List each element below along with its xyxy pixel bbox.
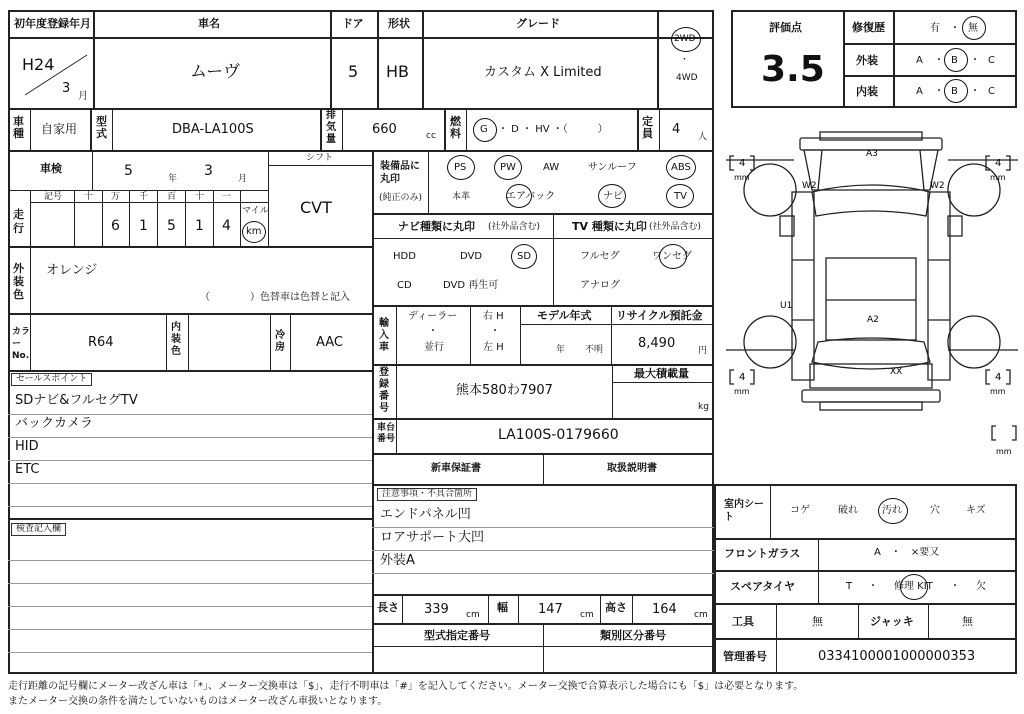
import-label: 輸入車: [379, 318, 389, 353]
equip-ps: PS: [454, 162, 467, 173]
equip-leather: 本革: [452, 192, 471, 202]
tire-rr-depth: 4: [995, 372, 1002, 383]
mileage-unit-mile: マイル: [242, 206, 269, 216]
diagram-label-w2-right: W2: [930, 181, 945, 191]
navi-title: ナビ種類に丸印: [398, 220, 475, 233]
navi-title-sub: (社外品含む): [488, 222, 541, 232]
length-value: 339: [424, 602, 449, 617]
equip-airbag: エアバック: [506, 191, 556, 202]
interior-label: 内装: [856, 85, 878, 98]
import-dot2: ・: [490, 326, 500, 337]
tv-title-sub: (社外品含む): [649, 222, 702, 232]
model-label: 型式: [96, 115, 107, 140]
sales-line-0: SDナビ&フルセグTV: [15, 393, 138, 408]
inspection-month-unit: 月: [238, 174, 248, 184]
note-line-0: エンドパネル凹: [380, 507, 471, 522]
seat-opt-2: 汚れ: [882, 505, 902, 516]
car-name-label: 車名: [198, 17, 220, 30]
note-line-1: ロアサポート大凹: [380, 530, 485, 545]
mileage-km-circle: [242, 221, 266, 243]
diagram-roof: [826, 258, 916, 340]
recycle-value: 8,490: [638, 336, 676, 351]
grade-label: グレード: [516, 17, 560, 30]
displacement-label: 排気量: [326, 110, 336, 145]
height-value: 164: [652, 602, 677, 617]
drive-2wd: 2WD: [674, 34, 696, 44]
max-load-label: 最大積載量: [634, 367, 689, 380]
diagram-rear-hatch: [810, 364, 932, 388]
mileage-digit-2: 1: [139, 218, 148, 234]
interior-sheet-label: 室内シート: [724, 499, 764, 523]
seat-stain-circle: [878, 498, 908, 524]
control-no-value: 0334100001000000353: [818, 649, 976, 664]
width-label: 幅: [497, 601, 508, 614]
diagram-wheel-rr: [948, 316, 1000, 368]
mileage-digit-1: 6: [111, 218, 120, 234]
repair-no: 無: [968, 23, 978, 34]
int-dot1: ・: [934, 86, 944, 97]
tv-analog: アナログ: [580, 280, 620, 291]
diagram-rear-bumper: [802, 390, 940, 402]
mileage-col-0: 十: [84, 192, 94, 202]
model-year-unit: 年: [556, 345, 566, 355]
reg-year-label: 初年度登録年月: [14, 17, 91, 30]
sales-line-1: バックカメラ: [15, 416, 94, 431]
tv-title: TV 種類に丸印: [572, 220, 647, 233]
inspector-label: 検査記入欄: [11, 523, 66, 536]
note-line-2: 外装A: [380, 553, 415, 568]
usage-label: 車種: [13, 115, 24, 140]
diagram-label-w2-left: W2: [802, 181, 817, 191]
exterior-label: 外装: [856, 54, 878, 67]
sales-line-2: HID: [15, 439, 39, 454]
ext-b: B: [951, 55, 958, 66]
inspection-year: 5: [124, 163, 133, 179]
equip-pw: PW: [500, 162, 516, 173]
color-code: R64: [88, 335, 114, 350]
fuel-options: ・ D ・ HV ・（ ）: [498, 124, 608, 135]
equip-abs: ABS: [671, 162, 691, 173]
navi-cd: CD: [397, 280, 412, 291]
door-label: ドア: [342, 17, 364, 30]
color-label: 外装色: [13, 262, 24, 301]
registration-value: 熊本580わ7907: [456, 383, 553, 398]
mileage-col-3: 百: [167, 192, 177, 202]
drive-2wd-circle: [671, 27, 701, 52]
fuel-g: G: [480, 124, 488, 135]
control-no-label: 管理番号: [723, 650, 767, 663]
chassis-value: LA100S-0179660: [498, 427, 619, 443]
fuel-g-circle: [473, 118, 497, 142]
spare-kit: 修理 KIT: [894, 581, 933, 592]
color-note: （ ）色替車は色替と記入: [200, 292, 350, 303]
reg-month: 3: [62, 81, 71, 96]
capacity-value: 4: [672, 122, 681, 137]
registration-label: 登録番号: [379, 367, 389, 414]
color-value: オレンジ: [46, 263, 98, 278]
diagram-right-side: [928, 192, 950, 380]
drive-4wd: 4WD: [676, 73, 698, 83]
shape-label: 形状: [388, 17, 410, 30]
inspection-month: 3: [204, 163, 213, 179]
seat-opt-4: キズ: [966, 505, 986, 516]
length-unit: cm: [466, 610, 480, 620]
navi-dvd: DVD: [460, 251, 483, 262]
mileage-symbol-label: 記号: [44, 192, 63, 202]
equip-tv-circle: [666, 184, 694, 208]
equip-pw-circle: [494, 155, 522, 180]
equip-aw: AW: [543, 162, 560, 173]
tire-fr-depth: 4: [995, 158, 1002, 169]
mileage-digit-4: 1: [195, 218, 204, 234]
repair-label: 修復歴: [852, 21, 885, 34]
model-year-unknown: 不明: [585, 345, 604, 355]
spare-none: 欠: [976, 581, 986, 592]
navi-hdd: HDD: [393, 251, 416, 262]
displacement-value: 660: [372, 122, 397, 137]
equip-tv: TV: [674, 191, 687, 202]
reg-month-unit: 月: [78, 91, 88, 102]
tire-fl-unit: mm: [734, 173, 750, 182]
notes-label: 注意事項・不具合箇所: [377, 488, 477, 501]
score-label: 評価点: [769, 21, 802, 34]
diagram-grille: [820, 132, 922, 140]
capacity-unit: 人: [698, 132, 708, 142]
height-label: 高さ: [605, 601, 627, 614]
navi-sd: SD: [517, 251, 532, 262]
spare-tire-label: スペアタイヤ: [730, 580, 796, 593]
length-label: 長さ: [377, 601, 399, 614]
mileage-col-5: 一: [222, 192, 232, 202]
model-year-label: モデル年式: [537, 309, 592, 322]
tire-fl-depth: 4: [739, 158, 746, 169]
repair-no-circle: [962, 16, 986, 40]
displacement-unit: cc: [426, 131, 436, 141]
import-dot: ・: [428, 326, 438, 337]
ext-a: A: [916, 55, 923, 66]
recycle-unit: 円: [698, 346, 708, 356]
tire-fr-unit: mm: [990, 173, 1006, 182]
ext-dot1: ・: [934, 55, 944, 66]
score-value: 3.5: [761, 49, 825, 90]
door-value: 5: [348, 62, 359, 81]
sales-line-3: ETC: [15, 462, 40, 477]
tv-oneseg: ワンセグ: [652, 251, 692, 262]
footer-line-1: 走行距離の記号欄にメーター改ざん車は「*」、メーター交換車は「$」、走行不明車は「#」を記入してください。メーター交換で合算表示した場合にも「$」は必要となります。: [8, 681, 804, 692]
equip-airbag-circle: [506, 184, 532, 208]
doc-manual: 取扱説明書: [607, 463, 657, 474]
shift-label: シフト: [306, 153, 334, 163]
tv-fullseg: フルセグ: [580, 251, 620, 262]
equip-navi-circle: [598, 184, 626, 208]
ac-value: AAC: [316, 335, 343, 350]
mileage-col-1: 万: [111, 192, 121, 202]
navi-dvd-play: DVD 再生可: [443, 280, 499, 291]
spare-dot1: ・: [868, 581, 878, 592]
spare-kit-circle: [900, 574, 928, 600]
grade-value: カスタム X Limited: [484, 65, 602, 80]
spare-t: T: [846, 581, 853, 592]
spare-tire-unit: mm: [996, 447, 1012, 456]
capacity-label: 定員: [642, 115, 653, 140]
ext-b-circle: [944, 48, 968, 72]
import-parallel: 並行: [424, 342, 444, 353]
diagram-label-a3: A3: [866, 149, 878, 159]
diagram-wheel-fr: [948, 164, 1000, 216]
footer-line-2: またメーター交換の条件を満たしていないものはメーター改ざん車扱いとなります。: [8, 696, 388, 707]
windshield-label: フロントガラス: [724, 547, 801, 560]
int-dot2: ・: [970, 86, 980, 97]
equipment-label-sub: (純正のみ): [379, 193, 423, 203]
shape-value: HB: [386, 62, 410, 81]
diagram-left-side: [792, 192, 814, 380]
type-no-label: 型式指定番号: [424, 629, 490, 642]
int-b: B: [951, 86, 958, 97]
height-unit: cm: [694, 610, 708, 620]
navi-sd-circle: [511, 244, 537, 269]
equip-sunroof: サンルーフ: [588, 162, 637, 173]
diagram-label-xx: XX: [890, 367, 903, 377]
diagram-wheel-fl: [744, 164, 796, 216]
jack-value: 無: [962, 615, 973, 628]
spare-dot2: ・: [950, 581, 960, 592]
width-value: 147: [538, 602, 563, 617]
mileage-col-2: 千: [139, 192, 149, 202]
reg-era-year: H24: [22, 55, 55, 74]
car-damage-diagram: [722, 120, 1022, 480]
recycle-label: リサイクル預託金: [616, 309, 703, 322]
class-no-label: 類別区分番号: [600, 629, 666, 642]
seat-opt-0: コゲ: [790, 505, 810, 516]
chassis-label: 車台番号: [377, 423, 396, 444]
mileage-col-4: 十: [195, 192, 205, 202]
mileage-digit-3: 5: [167, 218, 176, 234]
diagram-label-a2: A2: [867, 315, 879, 325]
model-value: DBA-LA100S: [172, 122, 254, 137]
fuel-label: 燃料: [450, 115, 461, 140]
shift-value: CVT: [300, 198, 332, 217]
import-right-h: 右 H: [483, 311, 504, 322]
car-name: ムーヴ: [190, 62, 241, 82]
mileage-label: 走行: [13, 208, 24, 235]
jack-label: ジャッキ: [870, 615, 914, 628]
import-dealer: ディーラー: [408, 311, 458, 322]
windshield-value: A ・ ×要又: [874, 547, 940, 558]
inspection-year-unit: 年: [168, 174, 178, 184]
ext-dot2: ・: [970, 55, 980, 66]
max-load-unit: kg: [698, 402, 709, 412]
inspection-label: 車検: [40, 162, 62, 175]
repair-dot: ・: [950, 23, 960, 34]
int-b-circle: [944, 79, 968, 103]
tire-rl-depth: 4: [739, 372, 746, 383]
width-unit: cm: [580, 610, 594, 620]
doc-warranty: 新車保証書: [431, 463, 481, 474]
ac-label: 冷房: [275, 330, 285, 353]
drive-dot: ・: [680, 55, 690, 65]
import-left-h: 左 H: [483, 342, 504, 353]
mileage-digit-5: 4: [222, 218, 231, 234]
diagram-wheel-rl: [744, 316, 796, 368]
seat-opt-3: 穴: [930, 505, 940, 516]
tools-label: 工具: [732, 615, 754, 628]
equipment-label: 装備品に丸印: [380, 161, 420, 185]
tv-oneseg-circle: [659, 244, 687, 269]
interior-color-label: 内装色: [171, 322, 181, 357]
repair-yes: 有: [930, 23, 940, 34]
int-c: C: [988, 86, 995, 97]
ext-c: C: [988, 55, 995, 66]
tools-value: 無: [812, 615, 823, 628]
mileage-unit-km: km: [246, 226, 262, 237]
int-a: A: [916, 86, 923, 97]
equip-abs-circle: [666, 155, 696, 180]
equip-ps-circle: [447, 155, 475, 180]
sales-points-label: セールスポイント: [11, 373, 92, 386]
color-code-label: カラーNo.: [12, 327, 31, 361]
usage-value: 自家用: [41, 122, 78, 136]
diagram-label-u1: U1: [780, 301, 793, 311]
tire-rl-unit: mm: [734, 387, 750, 396]
seat-opt-1: 破れ: [838, 505, 858, 516]
equip-navi: ナビ: [603, 191, 623, 202]
tire-rr-unit: mm: [990, 387, 1006, 396]
